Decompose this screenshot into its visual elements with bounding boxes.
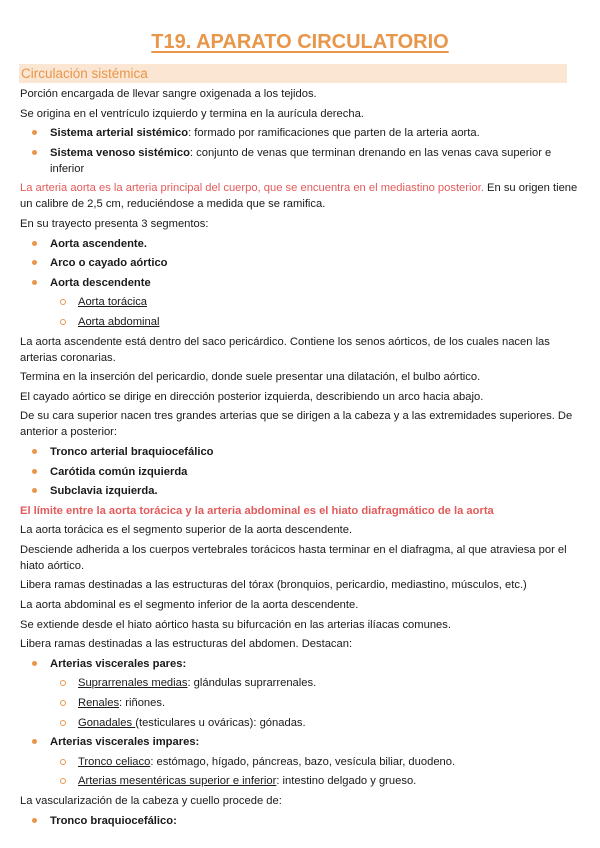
paragraph: El cayado aórtico se dirige en dirección posterior izquierda, describiendo un arco hacia abajo. xyxy=(20,390,484,403)
sub-list-item xyxy=(20,695,580,711)
paragraph: Termina en la inserción del pericardio, donde suele presentar una dilatación, el bulbo aórtico. xyxy=(20,371,481,384)
sub-list-item xyxy=(20,715,580,731)
sub-list-text: (testiculares u ováricas): gónadas. xyxy=(135,716,306,729)
sub-list-item xyxy=(20,773,580,789)
paragraph: La vascularización de la cabeza y cuello procede de: xyxy=(20,795,282,807)
term-description: : conjunto de venas que terminan drenando en las venas cava superior e inferior xyxy=(50,146,552,175)
sub-list-item xyxy=(20,754,580,770)
list-item: Carótida común izquierda xyxy=(20,464,580,480)
paragraph: En su trayecto presenta 3 segmentos: xyxy=(20,217,209,230)
sub-list-term: Tronco celiaco xyxy=(78,755,151,768)
sub-list-term: Arterias mesentéricas superior e inferior xyxy=(78,775,277,788)
list-item: Tronco arterial braquiocefálico xyxy=(20,444,580,460)
paragraph: La aorta torácica es el segmento superior de la aorta descendente. xyxy=(20,524,353,537)
sub-list-text: Aorta abdominal xyxy=(78,315,160,328)
page-title: T19. APARATO CIRCULATORIO xyxy=(151,31,449,53)
sub-list-text: Aorta torácica xyxy=(78,296,148,309)
list-item xyxy=(20,125,580,141)
document-body xyxy=(20,86,580,832)
paragraph: La aorta ascendente está dentro del saco pericárdico. Contiene los senos aórticos, de los cuales nacen las arterias coronarias. xyxy=(20,335,550,364)
sub-list-item xyxy=(20,675,580,691)
term: Sistema arterial sistémico xyxy=(50,127,189,140)
paragraph: Libera ramas destinadas a las estructuras del abdomen. Destacan: xyxy=(20,638,353,651)
list-item: Arco o cayado aórtico xyxy=(20,255,580,271)
paragraph xyxy=(20,180,580,212)
list-item: Arterias viscerales impares: xyxy=(20,734,580,750)
list-item: Aorta descendente xyxy=(20,275,580,291)
paragraph: Se origina en el ventrículo izquierdo y termina en la aurícula derecha. xyxy=(20,107,364,120)
term-description: : formado por ramificaciones que parten de la arteria aorta. xyxy=(188,127,480,140)
paragraph-text: En su origen tiene un calibre de 2,5 cm, reduciéndose a medida que se ramifica. xyxy=(20,182,578,211)
sub-list-term: Renales xyxy=(78,697,120,710)
paragraph: La aorta abdominal es el segmento inferior de la aorta descendente. xyxy=(20,599,359,612)
highlighted-text: La arteria aorta es la arteria principal del cuerpo, que se encuentra en el mediastino posterior. xyxy=(20,182,484,195)
sub-list-term: Suprarrenales medias xyxy=(78,677,188,690)
sub-list-text: : intestino delgado y grueso. xyxy=(276,775,417,788)
section-heading: Circulación sistémica xyxy=(19,64,567,83)
sub-list-term: Gonadales xyxy=(78,716,136,729)
list-item: Aorta ascendente. xyxy=(20,236,580,252)
paragraph: Se extiende desde el hiato aórtico hasta su bifurcación en las arterias ilíacas comunes. xyxy=(20,618,451,631)
list-item xyxy=(20,145,580,177)
paragraph: De su cara superior nacen tres grandes arterias que se dirigen a la cabeza y a las extremidades superiores. De anterior a posterior: xyxy=(20,410,573,439)
paragraph: Libera ramas destinadas a las estructuras del tórax (bronquios, pericardio, mediastino, músculos, etc.) xyxy=(20,579,527,592)
sub-list-text: : estómago, hígado, páncreas, bazo, vesícula biliar, duodeno. xyxy=(150,755,456,768)
term: Sistema venoso sistémico xyxy=(50,146,190,159)
paragraph: Porción encargada de llevar sangre oxigenada a los tejidos. xyxy=(20,88,317,100)
highlighted-note: El límite entre la aorta torácica y la arteria abdominal es el hiato diafragmático de la aorta xyxy=(20,504,494,517)
sub-list-text: : riñones. xyxy=(119,697,166,710)
list-item: Arterias viscerales pares: xyxy=(20,656,580,672)
list-item: Tronco braquiocefálico: xyxy=(20,813,580,829)
list-item: Subclavia izquierda. xyxy=(20,483,580,499)
sub-list-text: : glándulas suprarrenales. xyxy=(187,677,317,690)
paragraph: Desciende adherida a los cuerpos vertebrales torácicos hasta terminar en el diafragma, al que atraviesa por el hiato aórtico. xyxy=(20,543,567,572)
sub-list-item xyxy=(20,294,580,310)
sub-list-item xyxy=(20,314,580,330)
